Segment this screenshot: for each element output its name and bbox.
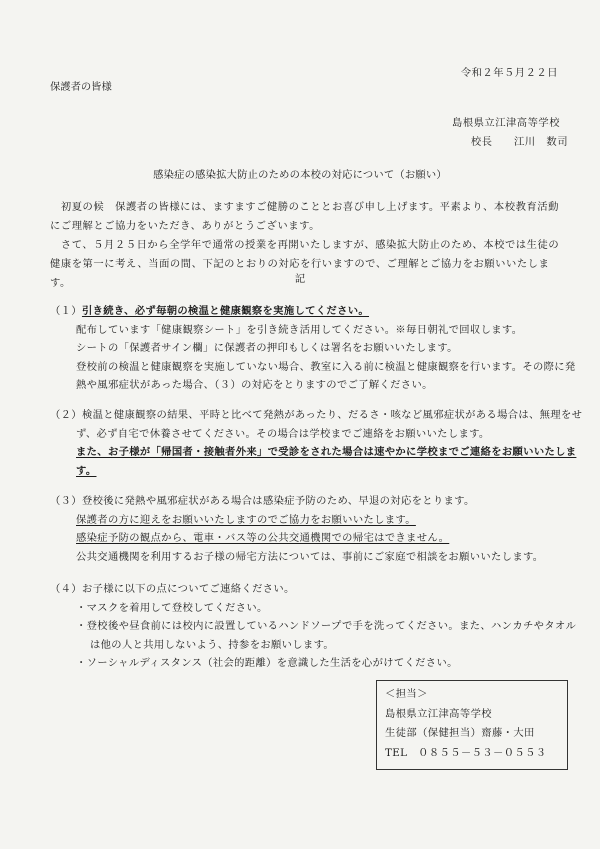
section-2 — [50, 406, 583, 480]
contact-box — [376, 680, 568, 770]
section-2-line-3: また、お子様が「帰国者・接触者外来」で受診をされた場合は速やかに学校までご連絡をお願いいたしま — [76, 446, 577, 459]
section-1-line-1: 配布しています「健康観察シート」を引き続き活用してください。※毎日朝礼で回収します。 — [76, 323, 523, 336]
section-3-line-4: 公共交通機関を利用するお子様の帰宅方法については、事前にご家庭で相談をお願いいたします。 — [76, 550, 544, 563]
section-4 — [50, 580, 577, 673]
section-4-number: （４） — [50, 583, 82, 595]
sender-principal: 校長 江川 数司 — [470, 136, 568, 148]
section-4-bullet-2a: ・登校後や昼食前には校内に設置しているハンドソープで手を洗ってください。また、ハンカチやタオル — [76, 620, 577, 633]
section-4-bullet-2b: は他の人と共用しないよう、持参をお願いします。 — [90, 638, 335, 651]
section-2-line-1: 検温と健康観察の結果、平時と比べて発熱があったり、だるさ・咳など風邪症状がある場合は、無理をせ — [81, 409, 583, 421]
section-1-heading-line — [50, 302, 562, 321]
section-3 — [50, 492, 562, 566]
intro-paragraph-1 — [50, 198, 560, 236]
section-4-line-1-wrap — [50, 580, 562, 599]
contact-school: 島根県立江津高等学校 — [385, 707, 492, 720]
contact-label: ＜担当＞ — [385, 688, 428, 700]
section-1-heading: 引き続き、必ず毎朝の検温と健康観察を実施してください。 — [81, 305, 370, 317]
contact-telephone: TEL ０８５５－５３－０５５３ — [385, 746, 547, 759]
section-1-number: （１） — [50, 305, 82, 317]
section-4-bullet-1: ・マスクを着用して登校してください。 — [76, 601, 268, 614]
document-title: 感染症の感染拡大防止のための本校の対応について（お願い） — [153, 169, 447, 181]
section-3-line-3-wrap — [50, 529, 562, 548]
ki-marker: 記 — [294, 273, 306, 285]
intro-p1-text: 初夏の候 保護者の皆様には、ますますご健勝のこととお喜び申し上げます。平素より、本校教育活動にご理解とご協力をいただき、ありがとうございます。 — [50, 201, 559, 232]
section-2-number: （２） — [50, 409, 82, 421]
section-3-line-2-wrap — [50, 511, 562, 530]
section-4-line-1: お子様に以下の点についてご連絡ください。 — [81, 583, 295, 595]
contact-department: 生徒部（保健担当）齋藤・大田 — [385, 727, 535, 739]
section-3-line-1: 登校後に発熱や風邪症状がある場合は感染症予防のため、早退の対応をとります。 — [81, 495, 475, 507]
section-2-line-1-wrap — [50, 406, 583, 425]
section-3-line-2: 保護者の方に迎えをお願いいたしますのでご協力をお願いいたします。 — [76, 513, 416, 526]
section-3-line-3: 感染症予防の観点から、電車・バス等の公共交通機関での帰宅はできません。 — [76, 532, 450, 545]
intro-p2-text: さて、５月２５日から全学年で通常の授業を再開いたしますが、感染拡大防止のため、本校では生徒の健康を第一に考え、当面の間、下記のとおりの対応を行いますので、ご理解とご協力をお願いいたします。 — [50, 239, 560, 289]
recipient: 保護者の皆様 — [50, 81, 112, 93]
section-1 — [50, 302, 576, 395]
section-1-line-4: 熱や風邪症状があった場合、（３）の対応をとりますのでご了解ください。 — [76, 379, 433, 392]
section-3-number: （３） — [50, 495, 82, 507]
section-1-line-3: 登校前の検温と健康観察を実施していない場合、教室に入る前に検温と健康観察を行います。その際に発 — [76, 360, 576, 373]
section-3-line-1-wrap — [50, 492, 562, 511]
document-date: 令和２年５月２２日 — [460, 67, 558, 79]
section-1-line-2: シートの「保護者サイン欄」に保護者の押印もしくは署名をお願いいたします。 — [76, 342, 458, 355]
section-4-bullet-3: ・ソーシャルディスタンス（社会的距離）を意識した生活を心がけてください。 — [76, 657, 458, 670]
sender-school: 島根県立江津高等学校 — [452, 117, 560, 129]
section-2-line-4: す。 — [76, 464, 97, 477]
section-2-line-2: ず、必ず自宅で休養させてください。その場合は学校までご連絡をお願いいたします。 — [76, 427, 490, 440]
